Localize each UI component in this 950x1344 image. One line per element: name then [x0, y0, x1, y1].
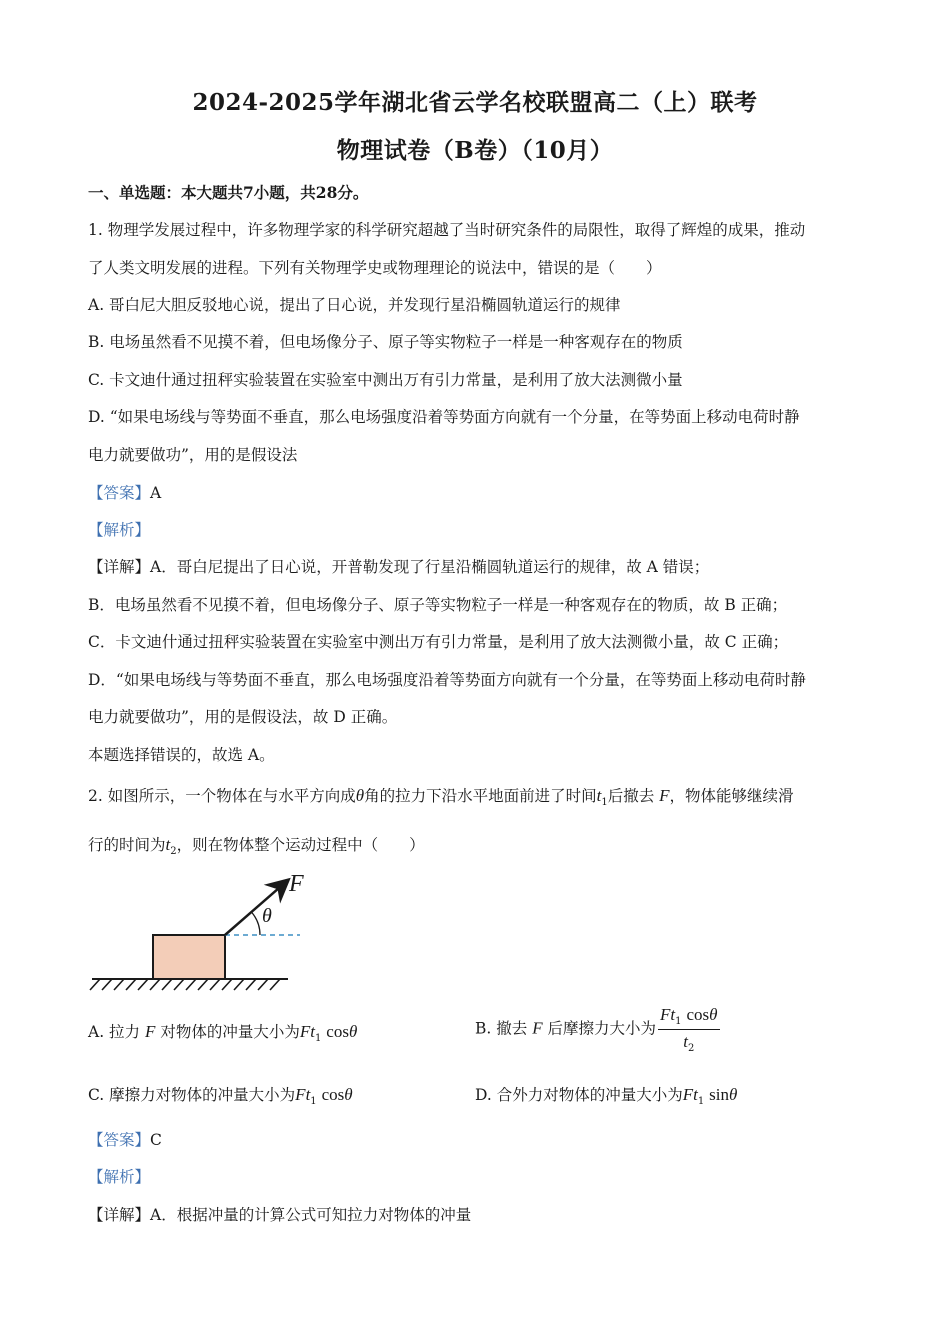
q1-detail-d-line1: D．“如果电场线与等势面不垂直，那么电场强度沿着等势面方向就有一个分量，在等势面上移动电荷时静: [88, 671, 806, 689]
option-text: D. 合外力对物体的冲量大小为: [475, 1086, 683, 1104]
fraction-numerator: [658, 1005, 719, 1030]
q2-stem-text: ，则在物体整个运动过程中（ ）: [176, 836, 425, 854]
option-text: C. 摩擦力对物体的冲量大小为: [88, 1086, 296, 1104]
angle-label: θ: [262, 905, 272, 927]
t-symbol: t: [596, 786, 602, 805]
q1-answer: [88, 481, 161, 503]
q1-conclusion: 本题选择错误的，故选 A。: [88, 746, 275, 764]
q1-option-b: B. 电场虽然看不见摸不着，但电场像分子、原子等实物粒子一样是一种客观存在的物质: [88, 333, 683, 351]
detail-tag: 【详解】: [88, 1206, 151, 1224]
q2-option-c: [88, 1083, 353, 1107]
q1-detail-a: [88, 555, 709, 577]
q1-detail-d-line2: 电力就要做功”，用的是假设法，故 D 正确。: [88, 708, 398, 726]
F-symbol: F: [295, 1085, 306, 1104]
q2-stem-text: 行的时间为: [88, 836, 166, 854]
detail-text: A．哥白尼提出了日心说，开普勒发现了行星沿椭圆轨道运行的规律，故 A 错误；: [150, 558, 710, 576]
q2-option-d: [475, 1083, 737, 1107]
q2-option-b: [475, 1005, 720, 1054]
theta-symbol: θ: [344, 1085, 353, 1104]
q2-stem-text: 后撤去: [607, 787, 655, 805]
q1-stem-line1: 1. 物理学发展过程中，许多物理学家的科学研究超越了当时研究条件的局限性，取得了辉煌的成果，推动: [88, 221, 806, 239]
subscript: 1: [675, 1016, 682, 1028]
q2-option-a: [88, 1020, 357, 1044]
q2-stem-line1: [88, 784, 794, 808]
force-diagram: [88, 866, 318, 994]
q2-analysis-tag: 【解析】: [88, 1168, 151, 1186]
subscript: 1: [314, 1033, 322, 1045]
force-arrow: [225, 881, 287, 935]
q1-option-d-line2: 电力就要做功”，用的是假设法: [88, 446, 298, 464]
theta-symbol: θ: [709, 1005, 718, 1024]
F-symbol: F: [660, 1005, 671, 1024]
F-symbol: F: [299, 1022, 311, 1041]
angle-arc: [251, 912, 260, 935]
t-symbol: t: [165, 835, 171, 854]
detail-text: A．根据冲量的计算公式可知拉力对物体的冲量: [150, 1206, 472, 1224]
theta-symbol: θ: [729, 1085, 738, 1104]
section-heading: 一、单选题：本大题共7小题，共28分。: [88, 183, 369, 202]
exam-title-line1: 2024-2025学年湖北省云学名校联盟高二（上）联考: [192, 89, 758, 116]
q2-answer: [88, 1128, 162, 1150]
option-text: B. 撤去: [475, 1019, 528, 1038]
F-symbol: F: [145, 1022, 156, 1041]
q1-option-c: C. 卡文迪什通过扭秤实验装置在实验室中测出万有引力常量，是利用了放大法测微小量: [88, 371, 683, 389]
t-symbol: t: [310, 1022, 315, 1041]
q2-stem-text: ，物体能够继续滑: [669, 787, 794, 805]
ground-hatching: [90, 979, 280, 990]
q1-option-a: A. 哥白尼大胆反驳地心说，提出了日心说，并发现行星沿椭圆轨道运行的规律: [88, 296, 621, 314]
F-symbol: F: [659, 786, 670, 805]
t-symbol: t: [693, 1085, 698, 1104]
q2-stem-text: 2. 如图所示，一个物体在与水平方向成: [88, 787, 356, 805]
q2-stem-line2: [88, 833, 425, 857]
block: [153, 935, 225, 979]
subscript: 2: [687, 1043, 695, 1055]
q1-option-d-line1: D. “如果电场线与等势面不垂直，那么电场强度沿着等势面方向就有一个分量，在等势面上移动电荷时静: [88, 408, 800, 426]
subscript: 1: [310, 1096, 317, 1108]
F-symbol: F: [682, 1085, 694, 1104]
detail-tag: 【详解】: [88, 558, 151, 576]
theta-symbol: θ: [348, 1022, 358, 1041]
q1-stem-line2: 了人类文明发展的进程。下列有关物理学史或物理理论的说法中，错误的是（ ）: [88, 259, 662, 277]
exam-title-line2: 物理试卷（B卷）（10月）: [336, 137, 614, 164]
force-label: F: [289, 871, 304, 897]
subscript: 2: [170, 846, 177, 858]
sin-function: sin: [709, 1085, 730, 1104]
answer-tag: 【答案】: [88, 1131, 151, 1149]
q1-analysis-tag: 【解析】: [88, 521, 151, 539]
answer-tag: 【答案】: [88, 484, 151, 502]
fraction: [658, 1005, 719, 1054]
option-text: 对物体的冲量大小为: [160, 1023, 300, 1041]
t-symbol: t: [305, 1085, 311, 1104]
option-text: A. 拉力: [88, 1023, 141, 1041]
fraction-denominator: [658, 1030, 719, 1054]
q2-stem-text: 角的拉力下沿水平地面前进了时间: [364, 787, 597, 805]
t-symbol: t: [670, 1005, 676, 1024]
option-text: 后摩擦力大小为: [547, 1019, 657, 1038]
t-symbol: t: [683, 1032, 688, 1052]
cos-function: cos: [686, 1005, 710, 1024]
cos-function: cos: [326, 1022, 349, 1041]
q2-detail-a: [88, 1203, 471, 1225]
F-symbol: F: [532, 1018, 543, 1038]
answer-value: A: [150, 484, 162, 502]
answer-value: C: [150, 1131, 162, 1149]
theta-symbol: θ: [355, 786, 365, 805]
q1-detail-b: B．电场虽然看不见摸不着，但电场像分子、原子等实物粒子一样是一种客观存在的物质，故 B 正确；: [88, 596, 788, 614]
q1-detail-c: C．卡文迪什通过扭秤实验装置在实验室中测出万有引力常量，是利用了放大法测微小量，故 C 正确；: [88, 633, 789, 651]
cos-function: cos: [321, 1085, 345, 1104]
subscript: 1: [601, 797, 608, 809]
subscript: 1: [697, 1096, 705, 1108]
